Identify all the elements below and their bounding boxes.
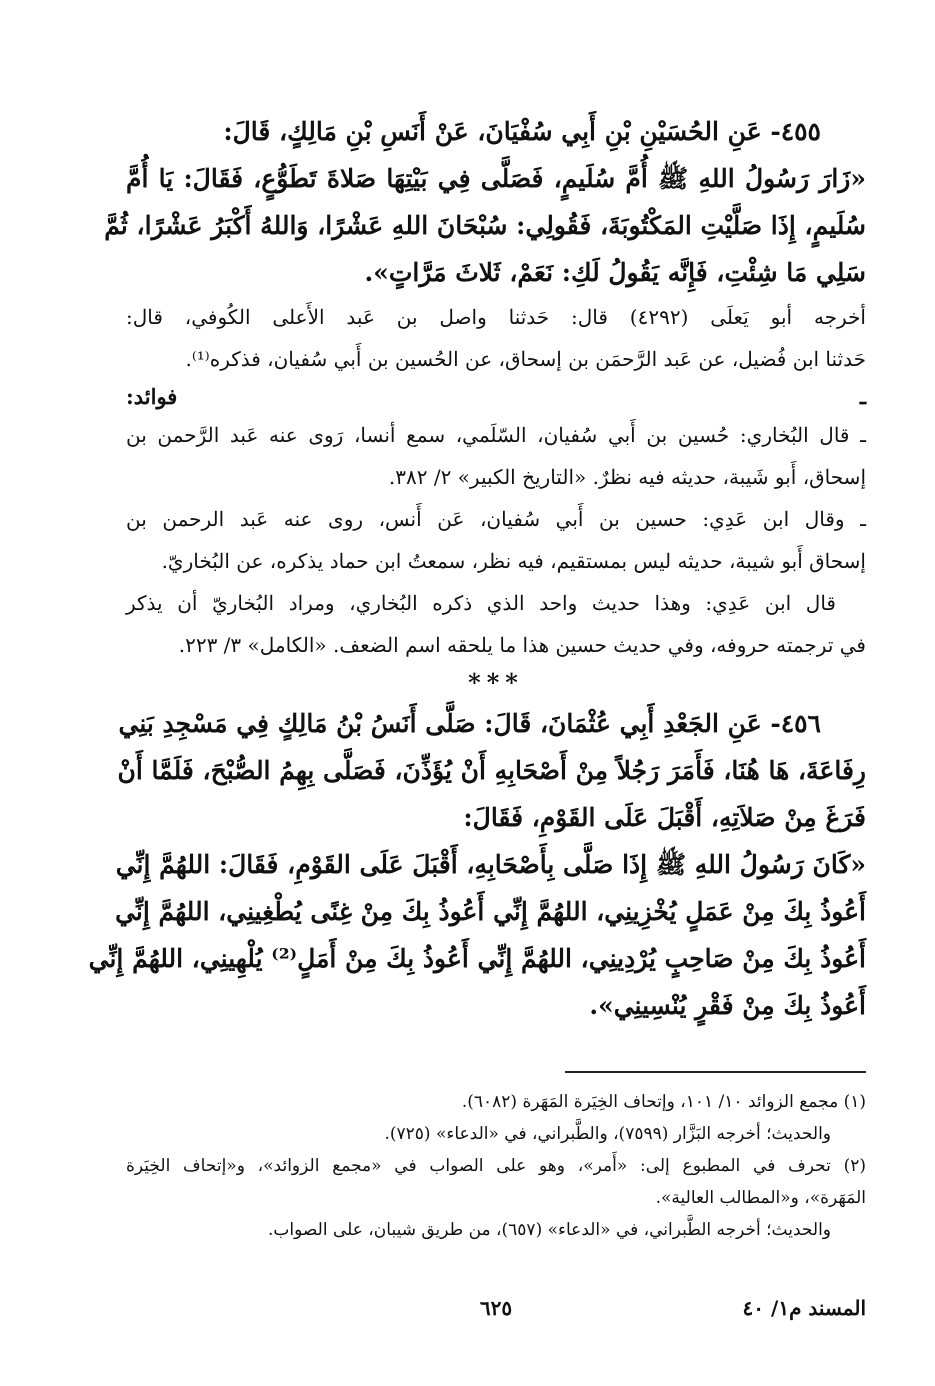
takhrij-line: حَدثنا ابن فُضيل، عن عَبد الرَّحمَن بن إسحاق، عن الحُسين بن أَبي سُفيان، فذكره⁽¹⁾. (185, 347, 866, 371)
hadith-455-line: سَلِي مَا شِئْتِ، فَإِنَّه يَقُولُ لَكِ: نَعَمْ، ثَلاثَ مَرَّاتٍ». (364, 258, 866, 287)
footnote-2-continuation: المَهَرة»، و«المطالب العالية». (655, 1188, 866, 1208)
page-number: ٦٢٥ (479, 1296, 513, 1320)
hadith-456-line: رِفَاعَةَ، هَا هُنَا، فَأَمَرَ رَجُلاً مِنْ أَصْحَابِهِ أَنْ يُؤَذِّنَ، فَصَلَّى بِهِمُ الصُّبْحَ، فَلَمَّا أَنْ (117, 756, 866, 785)
hadith-455-line: سُلَيمٍ، إِذَا صَلَّيْتِ المَكْتُوبَةَ، فَقُولِي: سُبْحَانَ اللهِ عَشْرًا، وَاللهُ أَكْبَرُ عَشْرًا، ثُمَّ (104, 211, 866, 240)
fawaid-para-line: ـ وقال ابن عَدِي: حسين بن أَبي سُفيان، عَن أَنس، روى عنه عَبد الرحمن بن (126, 507, 866, 531)
hadith-456-line: فَرَغَ مِنْ صَلاَتِهِ، أَقْبَلَ عَلَى القَوْمِ، فَقَالَ: (463, 803, 866, 832)
footnote-2-source: والحديث؛ أخرجه الطَّبراني، في «الدعاء» (٦٥٧)، من طريق شيبان، على الصواب. (267, 1220, 831, 1240)
section-separator: *** (468, 668, 524, 697)
fawaid-heading: ـ فوائد: (126, 384, 866, 409)
hadith-456-heading: ٤٥٦- عَنِ الجَعْدِ أَبِي عُثْمَانَ، قَالَ: صَلَّى أَنَسُ بْنُ مَالِكٍ فِي مَسْجِدِ بَنِي (118, 709, 821, 738)
fawaid-para-line: في ترجمته حروفه، وفي حديث حسين هذا ما يلحقه اسم الضعف. «الكامل» ٣/ ٢٢٣. (178, 633, 866, 657)
footnote-1: (١) مجمع الزوائد ١٠/ ١٠١، وإتحاف الخِيَرة المَهَرة (٦٠٨٢). (461, 1092, 866, 1112)
fawaid-para-line: قال ابن عَدِي: وهذا حديث واحد الذي ذكره البُخاري، ومراد البُخاريّ أن يذكر (126, 591, 836, 615)
hadith-456-line: أَعُوذُ بِكَ مِنْ فَقْرٍ يُنْسِينِي». (589, 991, 866, 1020)
fawaid-para-line: ـ قال البُخاري: حُسين بن أَبي سُفيان، السّلَمي، سمع أنسا، رَوى عنه عَبد الرَّحمن بن (126, 423, 866, 447)
hadith-456-line: أَعُوذُ بِكَ مِنْ عَمَلٍ يُخْزِينِي، اللهُمَّ إِنِّي أَعُوذُ بِكَ مِنْ غِنًى يُطْغِينِي، اللهُمَّ إِنِّي (115, 897, 866, 926)
page-footer (126, 1288, 866, 1328)
signature-mark: المسند م١/ ٤٠ (742, 1296, 866, 1320)
fawaid-para-line: إسحاق أَبو شيبة، حديثه ليس بمستقيم، فيه نظر، سمعتُ ابن حماد يذكره، عن البُخاريّ. (161, 549, 866, 573)
hadith-455-line: «زَارَ رَسُولُ اللهِ ﷺ أُمَّ سُلَيمٍ، فَصَلَّى فِي بَيْتِهَا صَلاةَ تَطَوُّعٍ، فَقَالَ: يَا أُمَّ (126, 164, 866, 193)
hadith-456-line: أَعُوذُ بِكَ مِنْ صَاحِبٍ يُرْدِينِي، اللهُمَّ إِنِّي أَعُوذُ بِكَ مِنْ أَمَلٍ⁽²⁾ يُلْهِينِي، اللهُمَّ إِنِّي (88, 944, 866, 973)
takhrij-line: أخرجه أبو يَعلَى (٤٢٩٢) قال: حَدثنا واصل بن عَبد الأَعلى الكُوفي، قال: (126, 305, 866, 329)
footnote-divider (565, 1071, 866, 1073)
main-text (88, 108, 866, 1029)
footnote-2: (٢) تحرف في المطبوع إلى: «أَمر»، وهو على الصواب في «مجمع الزوائد»، و«إتحاف الخِيَرة (126, 1156, 866, 1176)
footnotes (126, 1086, 866, 1246)
hadith-456-line: «كَانَ رَسُولُ اللهِ ﷺ إِذَا صَلَّى بِأَصْحَابِهِ، أَقْبَلَ عَلَى القَوْمِ، فَقَالَ: اللهُمَّ إِنِّي (115, 850, 866, 879)
fawaid-para-line: إسحاق، أَبو شَيبة، حديثه فيه نظرٌ. «التاريخ الكبير» ٢/ ٣٨٢. (388, 465, 866, 489)
footnote-1-continuation: والحديث؛ أخرجه البَزَّار (٧٥٩٩)، والطَّبراني، في «الدعاء» (٧٢٥). (384, 1124, 831, 1144)
hadith-455-heading: ٤٥٥- عَنِ الحُسَيْنِ بْنِ أَبِي سُفْيَانَ، عَنْ أَنَسِ بْنِ مَالِكٍ، قَالَ: (223, 117, 821, 146)
